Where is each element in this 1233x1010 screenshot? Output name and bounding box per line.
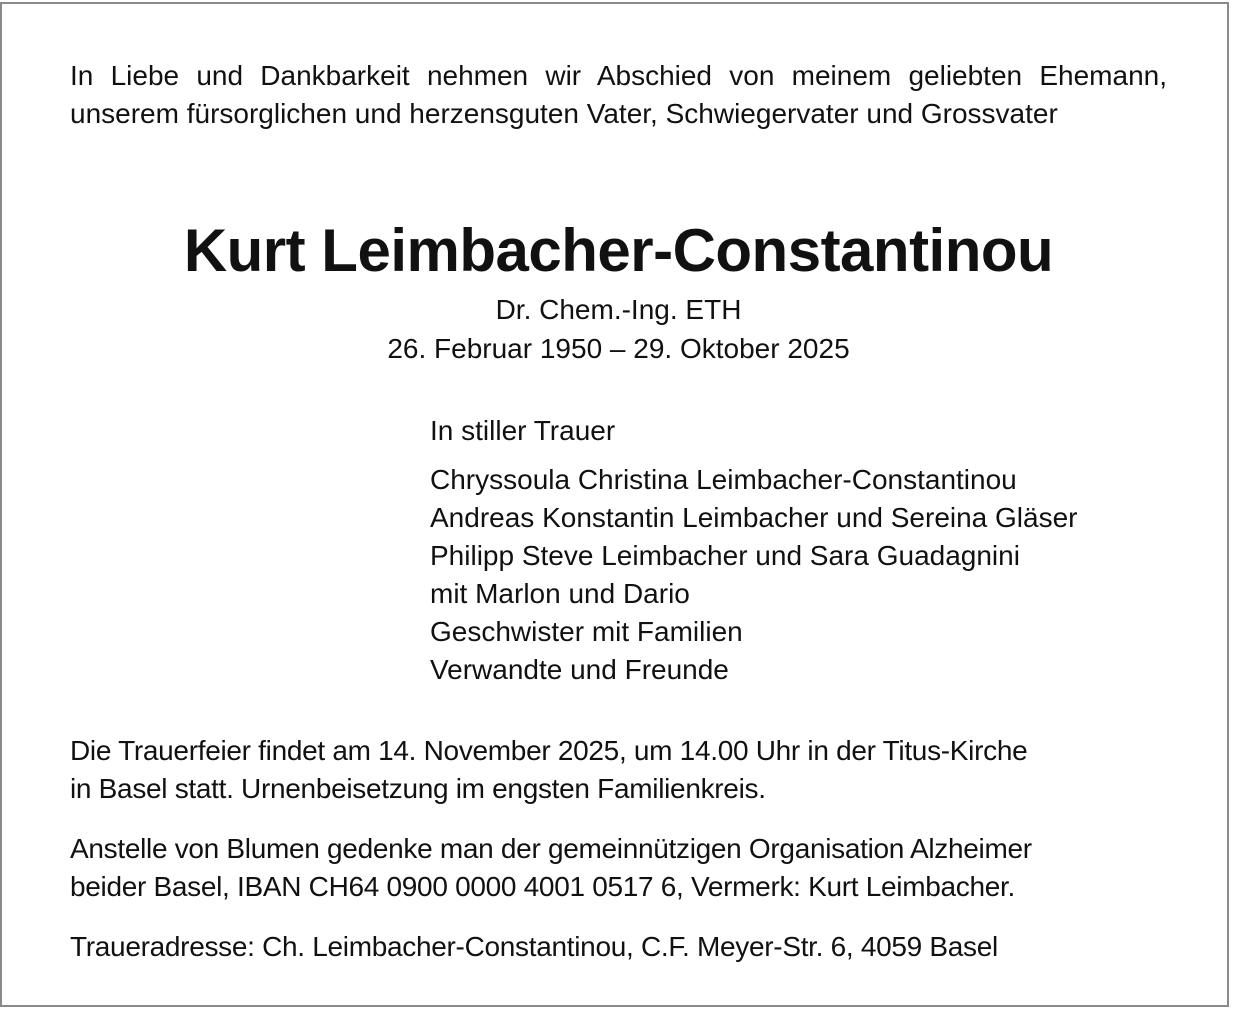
mourner-name: Andreas Konstantin Leimbacher und Sereina Gläser	[430, 502, 1078, 533]
obituary-notice	[0, 2, 1229, 1007]
donation-info	[70, 830, 1190, 906]
mourner-name: Chryssoula Christina Leimbacher-Constantinou	[430, 464, 1017, 495]
life-dates: 26. Februar 1950 – 29. Oktober 2025	[387, 333, 850, 364]
mourner-name: Verwandte und Freunde	[430, 654, 729, 685]
service-line-1: Die Trauerfeier findet am 14. November 2025, um 14.00 Uhr in der Titus-Kirche	[70, 735, 1028, 766]
mourner-name: Geschwister mit Familien	[430, 616, 743, 647]
deceased-title: Dr. Chem.-Ing. ETH	[495, 294, 742, 325]
mourning-address: Traueradresse: Ch. Leimbacher-Constantinou, C.F. Meyer-Str. 6, 4059 Basel	[70, 931, 998, 962]
service-line-2: in Basel statt. Urnenbeisetzung im engsten Familienkreis.	[70, 773, 766, 804]
mourner-name: Philipp Steve Leimbacher und Sara Guadagnini	[430, 540, 1020, 571]
donation-line-1: Anstelle von Blumen gedenke man der gemeinnützigen Organisation Alzheimer	[70, 833, 1032, 864]
donation-line-2: beider Basel, IBAN CH64 0900 0000 4001 0517 6, Vermerk: Kurt Leimbacher.	[70, 871, 1015, 902]
mourner-name: mit Marlon und Dario	[430, 578, 690, 609]
deceased-name: Kurt Leimbacher-Constantinou	[183, 217, 1054, 284]
mourning-heading: In stiller Trauer	[430, 415, 616, 446]
mourners-list	[430, 461, 1210, 689]
intro-text: In Liebe und Dankbarkeit nehmen wir Abschied von meinem geliebten Ehemann, unserem fürsorglichen und herzensguten Vater, Schwiegervater und Grossvater	[70, 60, 1167, 129]
service-info	[70, 732, 1190, 808]
mourners-block	[430, 412, 1210, 689]
